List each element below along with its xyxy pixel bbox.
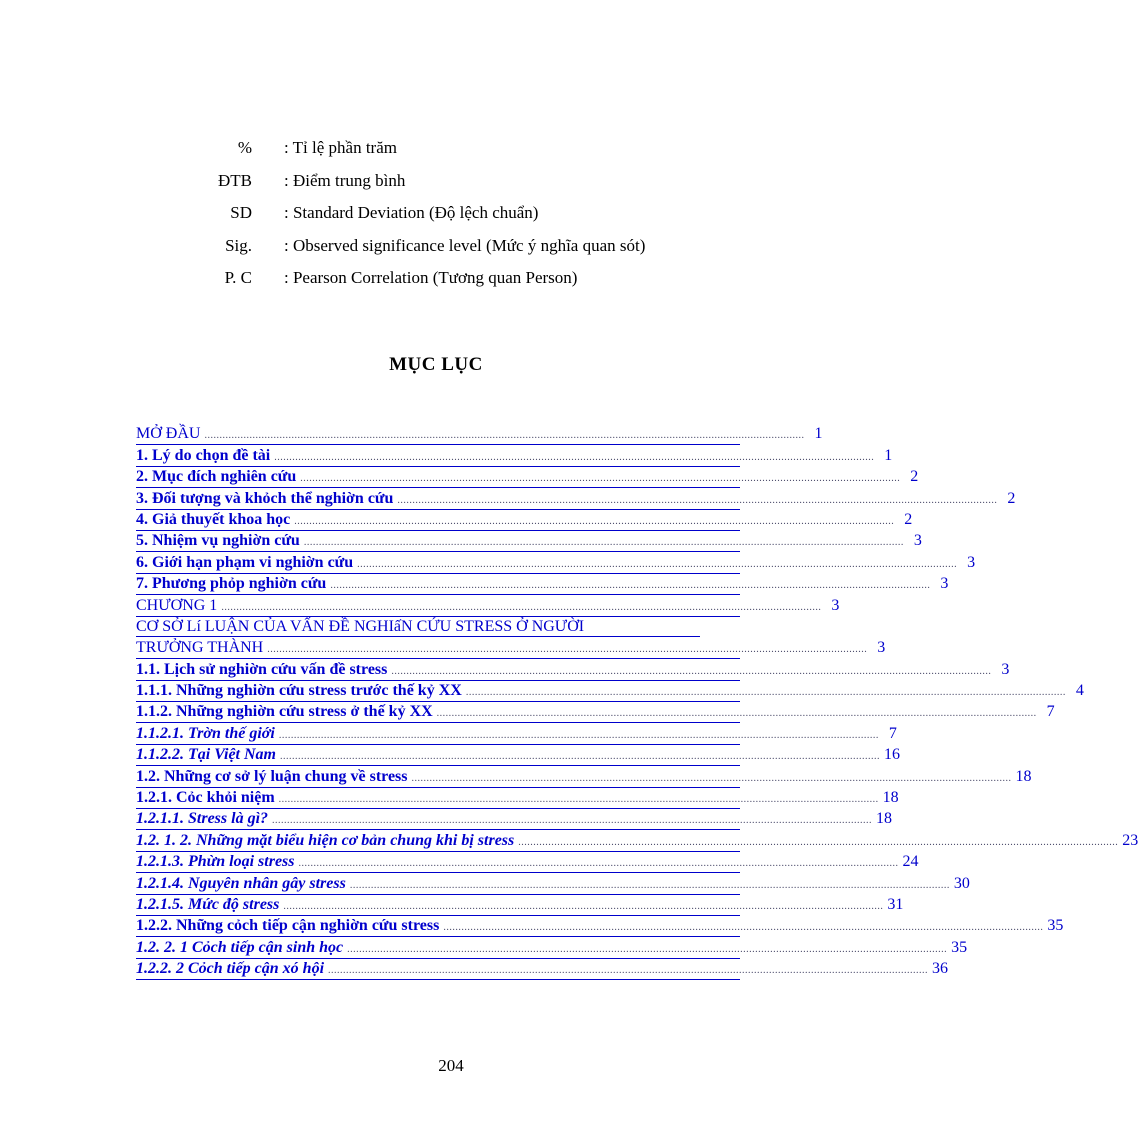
toc-entry-link[interactable] [136,445,893,466]
abbreviation-key: Sig. [225,235,252,255]
dot-leader: ........................................................................................................................................................................................................ [267,644,868,656]
dot-leader: ........................................................................................................................................................................................................ [221,601,822,613]
page-number: 204 [438,1056,464,1075]
toc-entry-page: 23 [1122,831,1138,849]
dot-leader: ........................................................................................................................................................................................................ [278,794,879,806]
table-of-contents [136,424,1138,980]
toc-entry-page: 3 [913,532,922,550]
toc-entry-page: 18 [876,810,893,828]
abbreviation-row [200,165,760,198]
toc-entry-link[interactable] [136,488,1016,509]
toc-entry-title: 1.2. 2. 1 Cỏch tiếp cận sinh học [136,938,344,956]
abbreviation-list [200,132,760,295]
dot-leader: ........................................................................................................................................................................................................ [357,558,958,570]
toc-entry-link[interactable] [136,595,840,616]
dot-leader: ........................................................................................................................................................................................................ [204,430,805,442]
toc-entry-title: 1. Lý do chọn đề tài [136,446,271,464]
dot-leader: ........................................................................................................................................................................................................ [298,858,899,870]
toc-entry-link[interactable] [136,766,1032,787]
toc-entry-title: 1.1. Lịch sử nghiờn cứu vấn đề stress [136,660,388,678]
dot-leader: ........................................................................................................................................................................................................ [397,494,998,506]
toc-entry-title: 5. Nhiệm vụ nghiờn cứu [136,532,300,550]
toc-entry-page: 3 [877,639,886,657]
toc-entry-link[interactable] [136,510,913,531]
abbreviation-key: SD [230,203,252,223]
toc-entry-page: 18 [882,789,899,807]
toc-entry-title: 1.2.1.3. Phừn loại stress [136,853,295,871]
toc-entry-title: 6. Giới hạn phạm vi nghiờn cứu [136,553,354,571]
toc-entry-title: 7. Phương phỏp nghiờn cứu [136,575,327,593]
toc-entry-title: 1.2.2. Những cỏch tiếp cận nghiờn cứu stress [136,917,440,935]
toc-entry-page: 2 [1007,489,1016,507]
abbreviation-key: P. C [224,268,252,288]
abbreviation-key: % [237,138,252,158]
toc-entry-link[interactable] [136,873,970,894]
toc-entry-title: 1.1.1. Những nghiờn cứu stress trước thế kỷ XX [136,682,462,700]
abbreviation-meaning: : Standard Deviation (Độ lệch chuẩn) [284,203,539,223]
toc-entry-page: 2 [904,510,913,528]
dot-leader: ........................................................................................................................................................................................................ [303,537,904,549]
toc-entry-link[interactable] [136,723,897,744]
toc-entry-page: 18 [1015,767,1032,785]
toc-entry-title: 2. Mục đích nghiên cứu [136,468,297,486]
dot-leader: ........................................................................................................................................................................................................ [347,943,948,955]
toc-entry-page: 31 [887,896,904,913]
toc-entry-title: 1.2.1.4. Nguyên nhân gây stress [136,874,346,892]
dot-leader: ........................................................................................................................................................................................................ [300,473,901,485]
abbreviation-meaning: : Pearson Correlation (Tương quan Person) [284,268,578,288]
toc-entry-page: 3 [831,596,840,614]
toc-entry-title: 1.2.1.5. Mức độ stress [136,896,280,913]
abbreviation-row [200,230,760,263]
toc-entry-link[interactable] [136,745,900,766]
toc-entry-page: 3 [967,553,976,571]
toc-entry-title: 1.2. Những cơ sở lý luận chung về stress [136,767,408,785]
toc-entry-page: 16 [884,746,900,764]
toc-entry-link[interactable] [136,852,919,873]
toc-entry-page: 35 [1047,917,1064,935]
dot-leader: ........................................................................................................................................................................................................ [465,687,1066,699]
toc-entry-link[interactable] [136,788,899,809]
toc-entry-link[interactable] [136,617,886,660]
dot-leader: ........................................................................................................................................................................................................ [278,729,879,741]
dot-leader: ........................................................................................................................................................................................................ [349,879,950,891]
dot-leader: ........................................................................................................................................................................................................ [436,708,1037,720]
toc-entry-page: 3 [1001,660,1010,678]
toc-entry-link[interactable] [136,830,1138,851]
toc-entry-title: 1.1.2. Những nghiờn cứu stress ở thế kỷ XX [136,703,433,721]
dot-leader: ........................................................................................................................................................................................................ [274,451,875,463]
dot-leader: ........................................................................................................................................................................................................ [283,901,884,912]
abbreviation-meaning: : Tỉ lệ phần trăm [284,138,397,158]
toc-entry-page: 2 [910,468,919,486]
toc-entry-title: MỞ ĐẦU [136,425,201,443]
toc-entry-title: 1.2. 1. 2. Những mặt biểu hiện cơ bản chung khi bị stress [136,831,515,849]
toc-entry-page: 1 [814,425,823,443]
toc-entry-title: 4. Giả thuyết khoa học [136,510,291,528]
abbreviation-row [200,197,760,230]
toc-entry-link[interactable] [136,681,1084,702]
toc-entry-page: 1 [884,446,893,464]
toc-entry-link[interactable] [136,959,949,980]
abbreviation-meaning: : Observed significance level (Mức ý nghĩa quan sót) [284,235,646,255]
toc-entry-page: 35 [951,938,968,956]
toc-entry-page: 30 [953,874,970,892]
dot-leader: ........................................................................................................................................................................................................ [272,815,873,827]
toc-entry-page: 3 [940,575,949,593]
toc-entry-title: 1.2.1. Cỏc khỏi niệm [136,789,275,807]
toc-entry-link[interactable] [136,659,1010,680]
toc-entry-link[interactable] [136,702,1055,723]
abbreviation-row [200,262,760,295]
dot-leader: ........................................................................................................................................................................................................ [391,665,992,677]
toc-entry-link[interactable] [136,424,823,445]
toc-entry-title-cont: TRƯỞNG THÀNH [136,639,264,657]
abbreviation-meaning: : Điểm trung bình [284,170,406,190]
toc-title: MỤC LỤC [389,354,483,375]
abbreviation-key: ĐTB [218,170,252,190]
dot-leader: ........................................................................................................................................................................................................ [294,515,895,527]
toc-entry-link[interactable] [136,937,968,958]
toc-entry-title: CƠ SỞ Lí LUẬN CỦA VẤN ĐỀ NGHIấN CỨU STRESS Ở NGƯỜI [136,619,700,637]
toc-entry-page: 36 [932,960,949,978]
toc-entry-title: 1.2.1.1. Stress là gì? [136,810,269,828]
toc-entry-title: 1.1.2.1. Trờn thế giới [136,724,275,742]
dot-leader: ........................................................................................................................................................................................................ [518,836,1119,848]
toc-entry-page: 24 [902,853,919,871]
dot-leader: ........................................................................................................................................................................................................ [443,922,1044,934]
toc-entry-page: 4 [1075,682,1084,700]
toc-entry-title: 3. Đối tượng và khỏch thể nghiờn cứu [136,489,394,507]
toc-entry-page: 7 [1046,703,1055,721]
dot-leader: ........................................................................................................................................................................................................ [280,751,880,763]
toc-entry-link[interactable] [136,809,893,830]
toc-entry-link[interactable] [136,552,976,573]
dot-leader: ........................................................................................................................................................................................................ [328,965,929,977]
dot-leader: ........................................................................................................................................................................................................ [330,580,931,592]
toc-entry-link[interactable] [136,531,922,552]
dot-leader: ........................................................................................................................................................................................................ [411,772,1012,784]
toc-entry-title: 1.1.2.2. Tại Việt Nam [136,746,276,764]
toc-entry-link[interactable] [136,895,904,916]
toc-entry-link[interactable] [136,916,1064,937]
abbreviation-row [200,132,760,165]
toc-entry-link[interactable] [136,574,949,595]
toc-entry-page: 7 [888,724,897,742]
toc-entry-link[interactable] [136,467,919,488]
toc-entry-title: CHƯƠNG 1 [136,596,218,614]
toc-entry-title: 1.2.2. 2 Cỏch tiếp cận xó hội [136,960,325,978]
